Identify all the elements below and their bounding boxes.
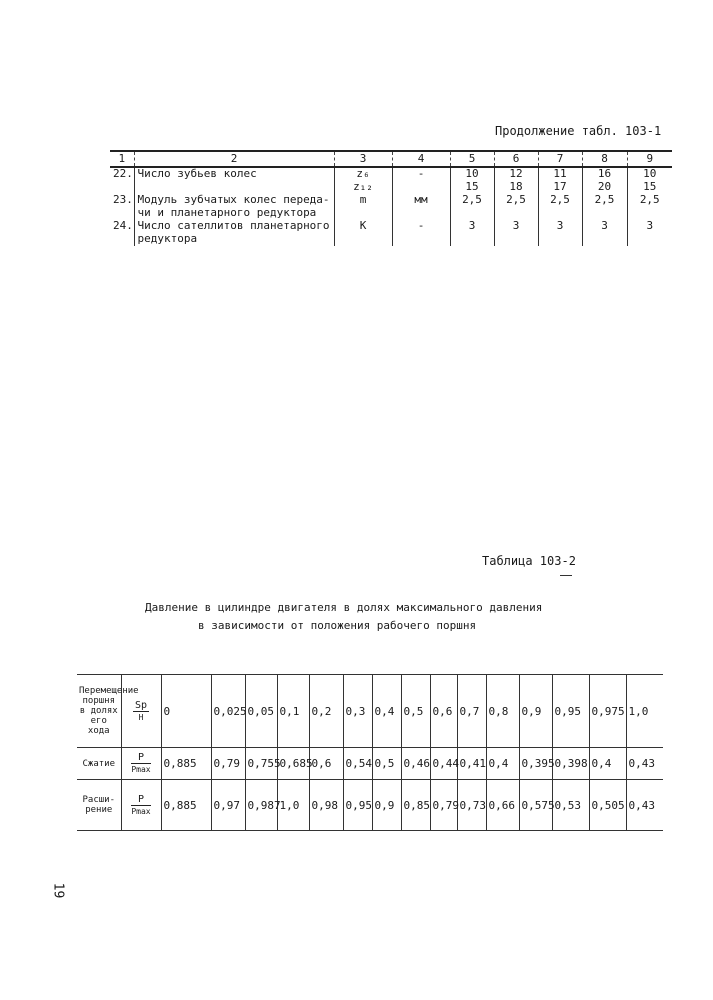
param-name: Число сателлитов планетарного — [134, 220, 334, 233]
param-name: Число зубьев колес — [134, 167, 334, 181]
cell-value: 3 — [494, 220, 538, 233]
header-value: 0,8 — [486, 675, 519, 748]
cell-value: 0,95 — [343, 780, 372, 831]
row-symbol — [121, 748, 161, 780]
param-symbol — [334, 233, 392, 246]
cell-value: 0,79 — [430, 780, 457, 831]
cell-value: 0,53 — [552, 780, 589, 831]
header-value: 0,7 — [457, 675, 486, 748]
divider — [560, 575, 572, 576]
cell-value: 3 — [627, 220, 672, 233]
table1-header: 1 — [110, 151, 134, 167]
row-symbol — [121, 780, 161, 831]
cell-value: 10 — [450, 167, 494, 181]
cell-value: 0,97 — [211, 780, 245, 831]
table1-header: 9 — [627, 151, 672, 167]
cell-value: 0,73 — [457, 780, 486, 831]
param-symbol: m — [334, 194, 392, 207]
cell-value: 15 — [627, 181, 672, 194]
symbol-numerator: Sp — [134, 699, 148, 711]
cell-value: 0,395 — [519, 748, 552, 780]
header-value: 0,5 — [401, 675, 430, 748]
symbol-denominator: Pmax — [131, 765, 151, 774]
table-row — [110, 233, 672, 246]
cell-value: 2,5 — [450, 194, 494, 207]
cell-value: 0,885 — [161, 780, 211, 831]
cell-value: 0,9 — [372, 780, 401, 831]
cell-value: 2,5 — [538, 194, 582, 207]
cell-value — [582, 233, 627, 246]
cell-value: 11 — [538, 167, 582, 181]
header-value: 1,0 — [626, 675, 663, 748]
header-value: 0,6 — [430, 675, 457, 748]
cell-value: 2,5 — [582, 194, 627, 207]
cell-value: 0,43 — [626, 780, 663, 831]
header-value: 0,9 — [519, 675, 552, 748]
cell-value: 0,41 — [457, 748, 486, 780]
cell-value: 0,755 — [245, 748, 277, 780]
cell-value: 0,5 — [372, 748, 401, 780]
cell-value: 10 — [627, 167, 672, 181]
param-symbol: z₆ — [334, 167, 392, 181]
cell-value — [494, 233, 538, 246]
symbol-denominator: Pmax — [131, 806, 151, 816]
table1-header: 8 — [582, 151, 627, 167]
header-value: 0,025 — [211, 675, 245, 748]
row-number — [110, 233, 134, 246]
table1-header: 2 — [134, 151, 334, 167]
table1-header-row — [110, 151, 672, 167]
table-title-line2: в зависимости от положения рабочего поршня — [198, 619, 477, 632]
param-name: Модуль зубчатых колес переда- — [134, 194, 334, 207]
header-value: 0,2 — [309, 675, 343, 748]
row-number: 23. — [113, 193, 133, 206]
cell-value — [538, 233, 582, 246]
cell-value: 0,575 — [519, 780, 552, 831]
cell-value: 17 — [538, 181, 582, 194]
cell-value — [627, 233, 672, 246]
header-value: 0,05 — [245, 675, 277, 748]
cell-value: 0,685 — [277, 748, 309, 780]
table1-header: 5 — [450, 151, 494, 167]
cell-value: 0,44 — [430, 748, 457, 780]
cell-value: 0,46 — [401, 748, 430, 780]
table-row — [77, 675, 663, 748]
cell-value: 16 — [582, 167, 627, 181]
cell-value: 3 — [582, 220, 627, 233]
param-name: редуктора — [134, 233, 334, 246]
cell-value: 12 — [494, 167, 538, 181]
row-number: 24. — [113, 219, 133, 232]
spec-table-103-1 — [110, 150, 672, 246]
table1-header: 3 — [334, 151, 392, 167]
cell-value: 0,4 — [486, 748, 519, 780]
header-value: 0,1 — [277, 675, 309, 748]
cell-value: 0,66 — [486, 780, 519, 831]
table1-header: 6 — [494, 151, 538, 167]
cell-value: 0,987 — [245, 780, 277, 831]
table1-header: 7 — [538, 151, 582, 167]
table-number-label: Таблица 103-2 — [482, 554, 576, 568]
cell-value: 2,5 — [627, 194, 672, 207]
cell-value: 0,4 — [589, 748, 626, 780]
header-value: 0,975 — [589, 675, 626, 748]
header-value: 0 — [161, 675, 211, 748]
cell-value: 0,98 — [309, 780, 343, 831]
table-row — [77, 748, 663, 780]
header-value: 0,3 — [343, 675, 372, 748]
table-title-line1: Давление в цилиндре двигателя в долях максимального давления — [145, 601, 543, 614]
param-name: чи и планетарного редуктора — [134, 207, 334, 220]
param-unit: - — [392, 220, 450, 233]
cell-value: 1,0 — [277, 780, 309, 831]
symbol-numerator: P — [131, 794, 150, 806]
cell-value: 3 — [538, 220, 582, 233]
cell-value: 0,54 — [343, 748, 372, 780]
header-value: 0,95 — [552, 675, 589, 748]
page-number: 19 — [50, 882, 66, 899]
header-value: 0,4 — [372, 675, 401, 748]
cell-value: 0,85 — [401, 780, 430, 831]
cell-value: 15 — [450, 181, 494, 194]
cell-value: 0,885 — [161, 748, 211, 780]
cell-value: 3 — [450, 220, 494, 233]
cell-value: 0,43 — [626, 748, 663, 780]
param-unit: мм — [392, 194, 450, 207]
cell-value: 20 — [582, 181, 627, 194]
row-label: Перемещение поршня в долях его хода — [77, 675, 121, 748]
cell-value: 0,79 — [211, 748, 245, 780]
pressure-table-103-2 — [77, 674, 663, 831]
param-unit — [392, 233, 450, 246]
cell-value: 0,505 — [589, 780, 626, 831]
cell-value: 18 — [494, 181, 538, 194]
table1-header: 4 — [392, 151, 450, 167]
row-number: 22. — [113, 167, 133, 180]
cell-value: 0,398 — [552, 748, 589, 780]
param-unit: - — [392, 167, 450, 181]
cell-value: 2,5 — [494, 194, 538, 207]
continuation-label: Продолжение табл. 103-1 — [495, 124, 662, 138]
symbol-numerator: P — [131, 752, 150, 764]
cell-value — [450, 233, 494, 246]
table-row — [77, 780, 663, 831]
cell-value: 0,6 — [309, 748, 343, 780]
symbol-denominator: H — [138, 712, 144, 722]
param-symbol: z₁₂ — [334, 181, 392, 194]
table-row — [110, 167, 672, 181]
row-label: Расши-рение — [77, 780, 121, 831]
row-label: Сжатие — [77, 748, 121, 780]
param-symbol: K — [334, 220, 392, 233]
